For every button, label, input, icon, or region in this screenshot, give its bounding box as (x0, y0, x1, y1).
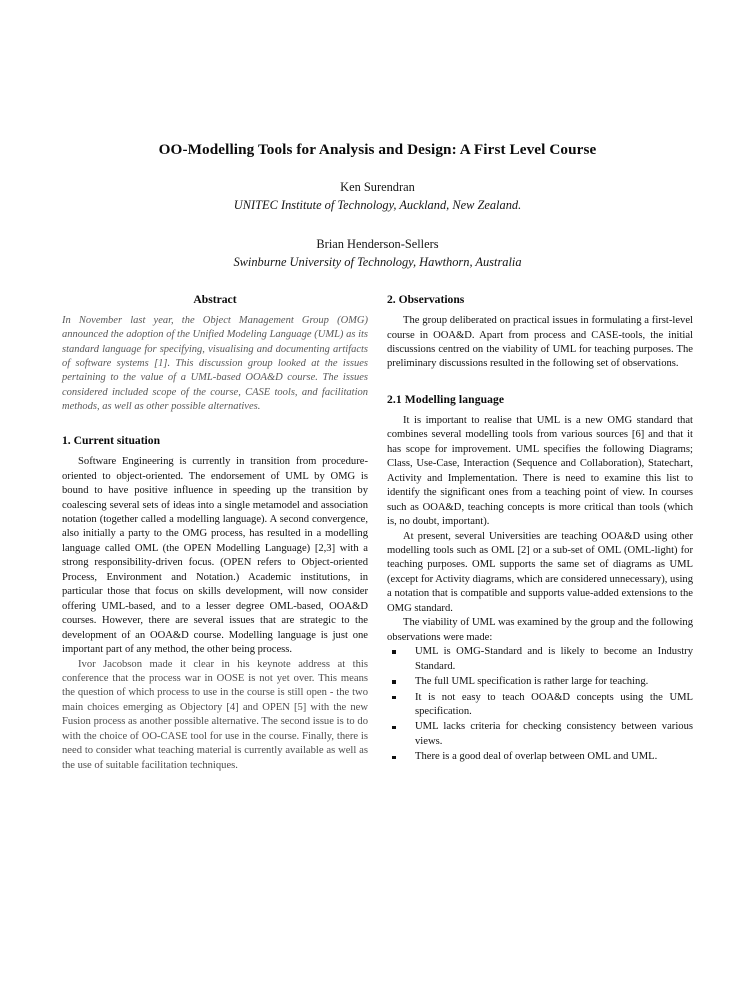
bullet-square-icon (392, 680, 396, 684)
list-item (387, 691, 693, 720)
section-heading-observations: 2. Observations (387, 293, 465, 306)
author-name: Brian Henderson-Sellers (316, 237, 439, 252)
section-heading-modelling-language: 2.1 Modelling language (387, 392, 505, 406)
list-item-text: UML lacks criteria for checking consistency between various views. (415, 721, 693, 747)
list-item-text: There is a good deal of overlap between OML and UML. (415, 751, 658, 763)
paragraph: Software Engineering is currently in transition from procedure-oriented to object-oriented. The endorsement of UML by OMG is bound to have positive influence in speeding up the transition by coalescing several sets of ideas into a single metamodel and association notation (together called a modelling language). A second convergence, also initially a party to the OMG process, has resulted in a modelling language called OML (the OPEN Modelling Language) [2,3] with a strong responsibility-driven focus. (OPEN refers to Object-oriented Process, Environment and Notation.) Academic institutions, in particular those that focus on skills development, will now consider offering UML-based, and to a lesser degree OML-based, OOA&D courses. However, there are several issues that are strategic to the development of an OOA&D course. Modelling language is just one important part of any method, the other being process. (62, 456, 368, 656)
author-block-1 (62, 179, 693, 214)
paragraph: Ivor Jacobson made it clear in his keynote address at this conference that the process war in OOSE is not yet over. This means the question of which process to use in the course is still open - the two main choices emerging as Objectory [4] and OPEN [5] with the new Fusion process as another possible alternative. The second issue is to do with the choice of OO-CASE tool for use in the course. Finally, there is need to consider what teaching material is currently available as well as the use of suitable facilitation techniques. (62, 658, 368, 771)
list-item (387, 720, 693, 749)
abstract-text: In November last year, the Object Management Group (OMG) announced the adoption of the Unified Modeling Language (UML) as its standard language for specifying, visualising and documenting artifacts of software systems [1]. This discussion group looked at the issues pertaining to the value of a UML-based OOA&D course. The issues considered included scope of the course, CASE tools, and facilitation methods, as well as other possible alternatives. (62, 315, 368, 412)
title-block (62, 140, 693, 271)
paragraph: It is important to realise that UML is a new OMG standard that combines several modelling tools from various sources [6] and that it has scope for improvement. UML specifies the following Diagrams; Class, Use-Case, Interaction (Sequence and Collaboration), Statechart, Activity and Implementation. There is need to examine this list to identify the significant ones from a teaching point of view. In courses such as OOA&D, teaching concepts is more critical than tools (which is, no doubt, important). (387, 414, 693, 528)
list-item (387, 750, 693, 764)
paper-title: OO-Modelling Tools for Analysis and Design: A First Level Course (158, 141, 597, 158)
list-item (387, 675, 693, 689)
list-item-text: The full UML specification is rather large for teaching. (415, 676, 649, 688)
paragraph: The group deliberated on practical issues in formulating a first-level course in OOA&D. Apart from process and CASE-tools, the initial discussions centred on the viability of UML for teaching purposes. The preliminary discussions resulted in the following set of observations. (387, 315, 693, 370)
observations-list (387, 645, 693, 765)
author-affiliation: UNITEC Institute of Technology, Auckland, New Zealand. (233, 197, 522, 212)
author-block-2 (62, 236, 693, 271)
bullet-square-icon (392, 696, 396, 700)
author-name: Ken Surendran (340, 180, 415, 194)
bullet-square-icon (392, 756, 396, 760)
author-affiliation: Swinburne University of Technology, Hawthorn, Australia (233, 254, 522, 269)
list-item-text: It is not easy to teach OOA&D concepts using the UML specification. (415, 691, 693, 717)
paragraph: The viability of UML was examined by the group and the following observations were made: (387, 617, 693, 643)
abstract-heading: Abstract (193, 293, 237, 306)
bullet-square-icon (392, 650, 396, 654)
bullet-square-icon (392, 726, 396, 730)
paragraph: At present, several Universities are teaching OOA&D using other modelling tools such as OML [2] or a sub-set of OML (OML-light) for teaching purposes. OML supports the same set of diagrams as UML (except for Activity diagrams, which are considered unnecessary), using a notation that is compatible and supports value-added extensions to the OMG standard. (387, 530, 693, 614)
column-right (387, 292, 693, 766)
column-left (62, 292, 368, 773)
section-heading-current-situation: 1. Current situation (62, 434, 161, 448)
list-item-text: UML is OMG-Standard and is likely to become an Industry Standard. (415, 646, 693, 672)
list-item (387, 645, 693, 674)
